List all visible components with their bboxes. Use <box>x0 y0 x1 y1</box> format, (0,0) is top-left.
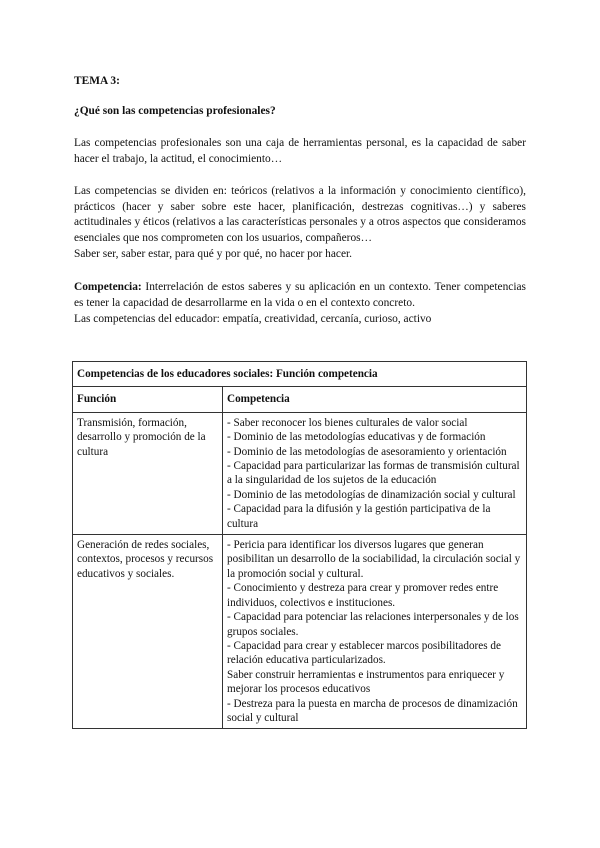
competencia-item: - Capacidad para particularizar las formas de transmisión cultural a la singularidad de los sujetos de la educación <box>227 460 520 487</box>
competencia-item: - Capacidad para la difusión y la gestión participativa de la cultura <box>227 503 491 530</box>
competencia-item: - Conocimiento y destreza para crear y promover redes entre individuos, colectivos e instituciones. <box>227 582 499 609</box>
competencia-item: - Dominio de las metodologías educativas y de formación <box>227 431 486 444</box>
table-title: Competencias de los educadores sociales: Función competencia <box>73 362 527 387</box>
question-heading: ¿Qué son las competencias profesionales? <box>74 105 276 117</box>
competencia-label: Competencia: <box>74 281 142 293</box>
table-title-row <box>73 362 527 387</box>
table-row <box>73 535 527 729</box>
paragraph-types: Las competencias se dividen en: teóricos (relativos a la información y conocimiento científico), prácticos (hacer y saber sobre este hacer, planificación, destrezas cognitivas…) y saberes actitudinales y éticos (relativos a las características personales y a otros aspectos que consideramos esenciales que nos comprometen con los usuarios, compañeros… <box>74 185 526 245</box>
funcion-cell: Transmisión, formación, desarrollo y promoción de la cultura <box>73 412 223 534</box>
competencia-item: - Dominio de las metodologías de dinamización social y cultural <box>227 488 516 501</box>
tema-heading: TEMA 3: <box>74 75 120 87</box>
paragraph-educador: Las competencias del educador: empatía, creatividad, cercanía, curioso, activo <box>74 313 432 325</box>
competencias-table <box>72 361 527 729</box>
column-header-funcion: Función <box>73 387 223 412</box>
table-header-row <box>73 387 527 412</box>
competencia-item: - Capacidad para crear y establecer marcos posibilitadores de relación educativa particularizados. <box>227 639 501 667</box>
paragraph-saber-ser: Saber ser, saber estar, para qué y por qué, no hacer por hacer. <box>74 248 353 260</box>
funcion-cell: Generación de redes sociales, contextos, procesos y recursos educativos y sociales. <box>73 535 223 729</box>
competencia-item: - Dominio de las metodologías de asesoramiento y orientación <box>227 445 507 458</box>
competencia-item: Saber construir herramientas e instrumentos para enriquecer y mejorar los procesos educativos <box>227 668 505 696</box>
competencia-item: - Capacidad para potenciar las relaciones interpersonales y de los grupos sociales. <box>227 611 519 638</box>
competencia-cell <box>223 535 527 729</box>
competencia-item: - Pericia para identificar los diversos lugares que generan posibilitan un desarrollo de la sociabilidad, la circulación social y la promoción social y cultural. <box>227 539 521 580</box>
competencia-cell <box>223 412 527 534</box>
column-header-competencia: Competencia <box>223 387 527 412</box>
competencia-item: - Destreza para la puesta en marcha de procesos de dinamización social y cultural <box>227 697 518 724</box>
competencia-text: Interrelación de estos saberes y su aplicación en un contexto. Tener competencias es tener la capacidad de desarrollarme en la vida o en el contexto concreto. <box>74 281 526 309</box>
paragraph-competencia <box>74 280 526 311</box>
competencia-item: - Saber reconocer los bienes culturales de valor social <box>227 416 468 429</box>
table-row <box>73 412 527 534</box>
paragraph-definition: Las competencias profesionales son una caja de herramientas personal, es la capacidad de saber hacer el trabajo, la actitud, el conocimiento… <box>74 137 526 165</box>
